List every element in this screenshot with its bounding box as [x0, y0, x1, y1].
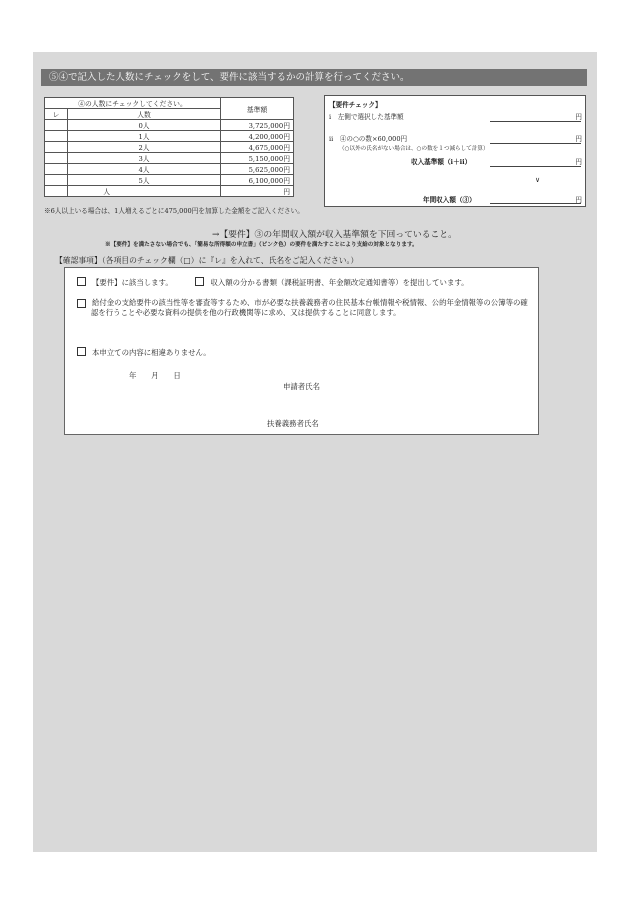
count-cell[interactable]: 人 — [68, 186, 221, 197]
count-cell: 0人 — [68, 120, 221, 131]
amount-cell: 4,675,000円 — [221, 142, 294, 153]
annual-income-yen: 円 — [575, 196, 582, 204]
amount-cell: 5,150,000円 — [221, 153, 294, 164]
item-ii-yen: 円 — [575, 135, 582, 143]
check-cell[interactable] — [45, 120, 68, 131]
confirm-item-3-text: 本申立ての内容に相違ありません。 — [92, 348, 211, 357]
count-cell: 1人 — [68, 131, 221, 142]
table-row — [45, 120, 294, 131]
annual-income-field[interactable] — [490, 193, 581, 204]
table-row — [45, 175, 294, 186]
amount-cell: 6,100,000円 — [221, 175, 294, 186]
requirement-check-box — [324, 95, 586, 207]
table-row — [45, 164, 294, 175]
check-cell[interactable] — [45, 153, 68, 164]
item-ii-label: ⅱ ④の○の数×60,000円 — [329, 135, 408, 143]
confirm-item-1 — [77, 277, 469, 288]
section-title-bar: ⑤④で記入した人数にチェックをして、要件に該当するかの計算を行ってください。 — [41, 69, 587, 86]
base-amount-table — [44, 97, 294, 197]
confirm-item-1b-text: 収入額の分かる書類（課税証明書、年金額改定通知書等）を提出しています。 — [210, 278, 469, 287]
item-ii-note: （○以外の氏名がない場合は、○の数を１つ減らして計算） — [339, 146, 489, 152]
confirmation-box — [64, 267, 539, 435]
amount-cell[interactable]: 円 — [221, 186, 294, 197]
amount-cell: 4,200,000円 — [221, 131, 294, 142]
count-header: 人数 — [68, 109, 221, 120]
table-row — [45, 186, 294, 197]
date-line[interactable]: 年 月 日 — [129, 371, 181, 380]
table-note: ※6人以上いる場合は、1人増えるごとに475,000円を加算した金額をご記入ください。 — [44, 207, 304, 215]
check-cell[interactable] — [45, 142, 68, 153]
amount-cell: 3,725,000円 — [221, 120, 294, 131]
check-cell[interactable] — [45, 175, 68, 186]
applicant-name-label: 申請者氏名 — [283, 382, 320, 391]
confirm-item-2 — [77, 298, 532, 318]
item-i-yen: 円 — [575, 113, 582, 121]
base-amount-header: 基準額 — [221, 98, 294, 120]
confirm-item-3 — [77, 347, 211, 358]
check-cell[interactable] — [45, 186, 68, 197]
requirement-check-title: 【要件チェック】 — [329, 101, 382, 109]
count-cell: 3人 — [68, 153, 221, 164]
confirm-item-2-text: 給付金の支給要件の該当性等を審査等するため、市が必要な扶養義務者の住民基本台帳情報や税情報、公的年金情報等の公簿等の確認を行うことや必要な資料の提供を他の行政機関等に求め、又は提供することに同意します。 — [91, 298, 528, 317]
confirmation-title: 【確認事項】（各項目のチェック欄（□）に『レ』を入れて、氏名をご記入ください。） — [55, 256, 359, 265]
table-caption: ④の人数にチェックしてください。 — [45, 98, 221, 109]
income-base-label: 収入基準額（ⅰ＋ⅱ） — [411, 158, 472, 166]
check-cell[interactable] — [45, 131, 68, 142]
count-cell: 5人 — [68, 175, 221, 186]
confirm-checkbox-2[interactable] — [77, 299, 86, 308]
item-ii-field[interactable] — [490, 133, 581, 144]
annual-income-label: 年間収入額（③） — [423, 196, 476, 204]
requirement-note: ※【要件】を満たさない場合でも、「簡易な所得額の申立書」（ピンク色）の要件を満たすことにより支給の対象となります。 — [105, 242, 418, 248]
table-row — [45, 153, 294, 164]
compare-symbol: ∨ — [535, 176, 541, 184]
check-cell[interactable] — [45, 164, 68, 175]
confirm-item-1a-text: 【要件】に該当します。 — [92, 278, 173, 287]
amount-cell: 5,625,000円 — [221, 164, 294, 175]
income-base-yen: 円 — [575, 158, 582, 166]
table-row — [45, 142, 294, 153]
confirm-checkbox-1b[interactable] — [195, 277, 204, 286]
supporter-name-label: 扶養義務者氏名 — [267, 419, 319, 428]
item-i-label: ⅰ 左側で選択した基準額 — [329, 113, 404, 121]
confirm-checkbox-3[interactable] — [77, 347, 86, 356]
item-i-field[interactable] — [490, 111, 581, 122]
check-header: レ — [45, 109, 68, 120]
count-cell: 2人 — [68, 142, 221, 153]
table-row — [45, 131, 294, 142]
count-cell: 4人 — [68, 164, 221, 175]
confirm-checkbox-1a[interactable] — [77, 277, 86, 286]
income-base-field[interactable] — [490, 156, 581, 167]
requirement-statement: →【要件】③の年間収入額が収入基準額を下回っていること。 — [212, 230, 457, 240]
